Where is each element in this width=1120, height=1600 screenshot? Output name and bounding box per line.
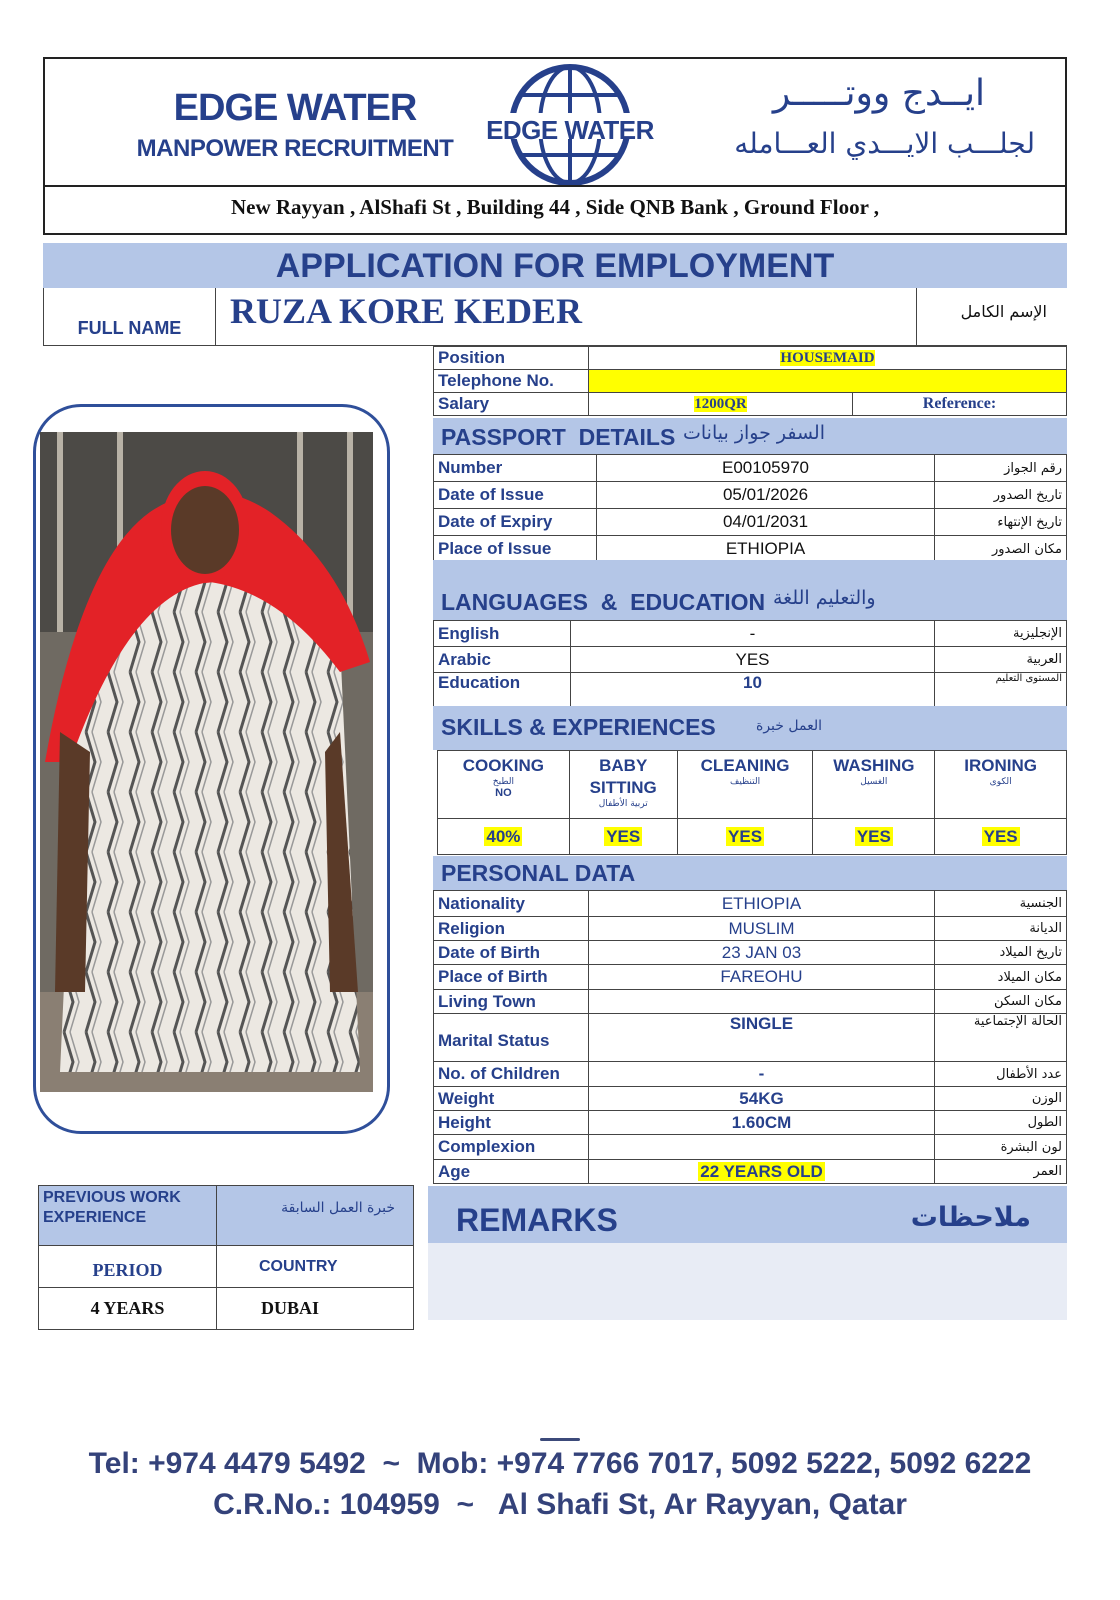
- letterhead: [43, 57, 1067, 187]
- personal-row-label-ar: الجنسية: [935, 891, 1067, 917]
- full-name-value: RUZA KORE KEDER: [230, 291, 583, 331]
- remarks-heading: [428, 1186, 1067, 1243]
- personal-row-label-ar: الوزن: [935, 1087, 1067, 1111]
- skill-value-cell: [569, 819, 677, 855]
- skill-note: NO: [495, 787, 512, 799]
- personal-row: [434, 1111, 1067, 1135]
- languages-row-label: English: [434, 621, 571, 647]
- personal-row-value-cell: [589, 1062, 935, 1087]
- personal-row-value: ETHIOPIA: [721, 893, 802, 913]
- personal-row-value-cell: [589, 891, 935, 917]
- full-name-label-ar: الإسم الكامل: [960, 302, 1047, 321]
- passport-heading-text: PASSPORT DETAILS: [441, 424, 676, 450]
- salary-value-cell: [589, 393, 853, 416]
- skills-heading-ar: العمل خبرة: [756, 718, 822, 734]
- personal-row: [434, 1014, 1067, 1062]
- skill-header: [569, 751, 677, 819]
- passport-row: [434, 536, 1067, 563]
- reference-label: Reference:: [853, 393, 1067, 416]
- skill-name: IRONING: [964, 756, 1037, 775]
- passport-row-value: E00105970: [597, 455, 935, 482]
- personal-row-value-cell: [589, 1135, 935, 1160]
- passport-row-label-ar: مكان الصدور: [935, 536, 1067, 563]
- passport-row-value: 05/01/2026: [597, 482, 935, 509]
- personal-row-label: Marital Status: [434, 1014, 589, 1062]
- personal-row-value: FAREOHU: [720, 967, 803, 986]
- country-value: DUBAI: [217, 1288, 414, 1330]
- languages-row: [434, 621, 1067, 647]
- skill-value: YES: [606, 826, 641, 846]
- languages-heading: [433, 560, 1067, 620]
- passport-row: [434, 509, 1067, 536]
- page-title: APPLICATION FOR EMPLOYMENT: [43, 243, 1067, 288]
- passport-heading: [433, 418, 1067, 454]
- personal-row-label-ar: مكان الميلاد: [935, 965, 1067, 990]
- personal-row: [434, 917, 1067, 941]
- personal-row-label: Date of Birth: [434, 941, 589, 965]
- skill-header: [813, 751, 935, 819]
- passport-row: [434, 482, 1067, 509]
- personal-row-label-ar: الديانة: [935, 917, 1067, 941]
- personal-row-label-ar: الحالة الإجتماعية: [935, 1014, 1067, 1062]
- passport-row-label-ar: رقم الجواز: [935, 455, 1067, 482]
- footer-address: C.R.No.: 104959 ~ Al Shafi St, Ar Rayyan, Qatar: [213, 1488, 907, 1521]
- position-value: HOUSEMAID: [780, 349, 875, 366]
- period-label: PERIOD: [39, 1246, 217, 1288]
- personal-row-value: SINGLE: [729, 1014, 794, 1033]
- personal-row: [434, 1087, 1067, 1111]
- skill-name: CLEANING: [700, 756, 790, 775]
- personal-row-label: Place of Birth: [434, 965, 589, 990]
- applicant-photo: [40, 432, 373, 1092]
- passport-heading-ar: السفر جواز بيانات: [683, 422, 825, 444]
- skill-value-cell: [677, 819, 813, 855]
- skill-name-ar: الطبخ: [492, 777, 514, 787]
- languages-table: [433, 620, 1067, 707]
- position-value-cell: [589, 347, 1067, 370]
- full-name-divider: [916, 288, 917, 346]
- passport-row-label: Date of Issue: [434, 482, 597, 509]
- skills-heading: [433, 706, 1067, 750]
- full-name-row: [43, 288, 1067, 346]
- passport-row-label: Number: [434, 455, 597, 482]
- languages-row-label-ar: المستوى التعليم: [935, 673, 1067, 707]
- personal-row-label: Height: [434, 1111, 589, 1135]
- personal-row-label: Age: [434, 1160, 589, 1184]
- skill-value-cell: [813, 819, 935, 855]
- company-subtitle: MANPOWER RECRUITMENT: [136, 135, 454, 162]
- company-name: EDGE WATER: [173, 87, 417, 129]
- personal-row-value-cell: [589, 941, 935, 965]
- languages-row: [434, 673, 1067, 707]
- personal-row-label-ar: تاريخ الميلاد: [935, 941, 1067, 965]
- remarks-body: [428, 1243, 1067, 1320]
- skill-name: COOKING: [462, 756, 544, 775]
- job-info-table: [433, 346, 1067, 416]
- skills-heading-text: SKILLS & EXPERIENCES: [441, 714, 716, 740]
- personal-row: [434, 1160, 1067, 1184]
- skill-header: [935, 751, 1067, 819]
- languages-row-label: Education: [434, 673, 571, 707]
- personal-row-value-cell: [589, 917, 935, 941]
- personal-row: [434, 965, 1067, 990]
- previous-work-table: [38, 1185, 414, 1330]
- passport-row-value: ETHIOPIA: [597, 536, 935, 563]
- personal-row: [434, 1135, 1067, 1160]
- personal-row: [434, 990, 1067, 1014]
- address-bar: New Rayyan , AlShafi St , Building 44 , Side QNB Bank , Ground Floor ,: [43, 187, 1067, 235]
- personal-row-value-cell: [589, 990, 935, 1014]
- personal-row-label: Complexion: [434, 1135, 589, 1160]
- personal-row-label: No. of Children: [434, 1062, 589, 1087]
- personal-row-label-ar: لون البشرة: [935, 1135, 1067, 1160]
- personal-row-label-ar: العمر: [935, 1160, 1067, 1184]
- arabic-company-subtitle: لجلـــب الايـــدي العـــامله: [734, 127, 1035, 160]
- personal-row-value-cell: [589, 1111, 935, 1135]
- personal-row-value: MUSLIM: [728, 918, 795, 938]
- passport-row-label-ar: تاريخ الصدور: [935, 482, 1067, 509]
- personal-row-value: 54KG: [739, 1088, 784, 1108]
- skill-value: YES: [856, 826, 891, 846]
- remarks-label: REMARKS: [456, 1202, 618, 1238]
- salary-label: Salary: [434, 393, 589, 416]
- personal-row-value-cell: [589, 1160, 935, 1184]
- previous-work-heading-ar: خبرة العمل السابقة: [217, 1186, 414, 1246]
- logo-text: EDGE WATER: [486, 115, 654, 145]
- personal-row-label-ar: الطول: [935, 1111, 1067, 1135]
- skill-name-ar: الكوى: [989, 777, 1012, 787]
- previous-work-heading: PREVIOUS WORK EXPERIENCE: [39, 1186, 217, 1246]
- passport-row-value: 04/01/2031: [597, 509, 935, 536]
- skill-value-cell: [438, 819, 570, 855]
- skill-name-ar: التنظيف: [730, 777, 761, 787]
- personal-row-value-cell: [589, 1014, 935, 1062]
- languages-row-value: 10: [571, 673, 935, 707]
- languages-row: [434, 647, 1067, 673]
- footer-divider: [540, 1438, 580, 1441]
- skill-header: [677, 751, 813, 819]
- skill-value: YES: [728, 826, 763, 846]
- personal-heading-text: PERSONAL DATA: [441, 860, 636, 886]
- personal-row-label-ar: مكان السكن: [935, 990, 1067, 1014]
- remarks-label-ar: ملاحظات: [910, 1202, 1031, 1233]
- personal-row-value-cell: [589, 965, 935, 990]
- personal-table: [433, 890, 1067, 1184]
- personal-row-label: Religion: [434, 917, 589, 941]
- position-label: Position: [434, 347, 589, 370]
- personal-row: [434, 941, 1067, 965]
- personal-row-value-cell: [589, 1087, 935, 1111]
- skill-value: 40%: [486, 826, 521, 846]
- footer-contact: Tel: +974 4479 5492 ~ Mob: +974 7766 7017, 5092 5222, 5092 6222: [88, 1447, 1032, 1480]
- skill-value: YES: [983, 826, 1018, 846]
- personal-row-value: -: [758, 1064, 765, 1083]
- skill-name-ar: تربية الأطفال: [598, 799, 648, 809]
- passport-table: [433, 454, 1067, 563]
- personal-row-value: 23 JAN 03: [721, 942, 802, 962]
- period-value: 4 YEARS: [39, 1288, 217, 1330]
- languages-heading-text: LANGUAGES & EDUCATION: [441, 589, 766, 615]
- arabic-company-name: ايــدج ووتـــــر: [772, 73, 985, 114]
- passport-row-label: Date of Expiry: [434, 509, 597, 536]
- personal-row-value: 22 YEARS OLD: [700, 1161, 823, 1181]
- personal-row: [434, 1062, 1067, 1087]
- skill-name: BABY SITTING: [589, 756, 657, 797]
- full-name-label: FULL NAME: [43, 288, 216, 346]
- skill-header: [438, 751, 570, 819]
- languages-row-value: -: [571, 621, 935, 647]
- personal-row-label: Nationality: [434, 891, 589, 917]
- languages-row-label-ar: الإنجليزية: [935, 621, 1067, 647]
- personal-row-label: Weight: [434, 1087, 589, 1111]
- skills-table: [437, 750, 1067, 855]
- personal-heading: [433, 856, 1067, 890]
- country-label: COUNTRY: [217, 1246, 414, 1288]
- personal-row-label-ar: عدد الأطفال: [935, 1062, 1067, 1087]
- skill-name: WASHING: [833, 756, 915, 775]
- languages-row-label: Arabic: [434, 647, 571, 673]
- passport-row-label-ar: تاريخ الإنتهاء: [935, 509, 1067, 536]
- languages-row-label-ar: العربية: [935, 647, 1067, 673]
- salary-value: 1200QR: [694, 395, 747, 412]
- telephone-value: [589, 370, 1067, 393]
- languages-heading-ar: والتعليم اللغة: [773, 587, 876, 609]
- skill-value-cell: [935, 819, 1067, 855]
- passport-row: [434, 455, 1067, 482]
- skill-name-ar: الغسيل: [860, 777, 888, 787]
- passport-row-label: Place of Issue: [434, 536, 597, 563]
- personal-row: [434, 891, 1067, 917]
- languages-row-value: YES: [571, 647, 935, 673]
- telephone-label: Telephone No.: [434, 370, 589, 393]
- personal-row-label: Living Town: [434, 990, 589, 1014]
- personal-row-value: 1.60CM: [731, 1112, 792, 1132]
